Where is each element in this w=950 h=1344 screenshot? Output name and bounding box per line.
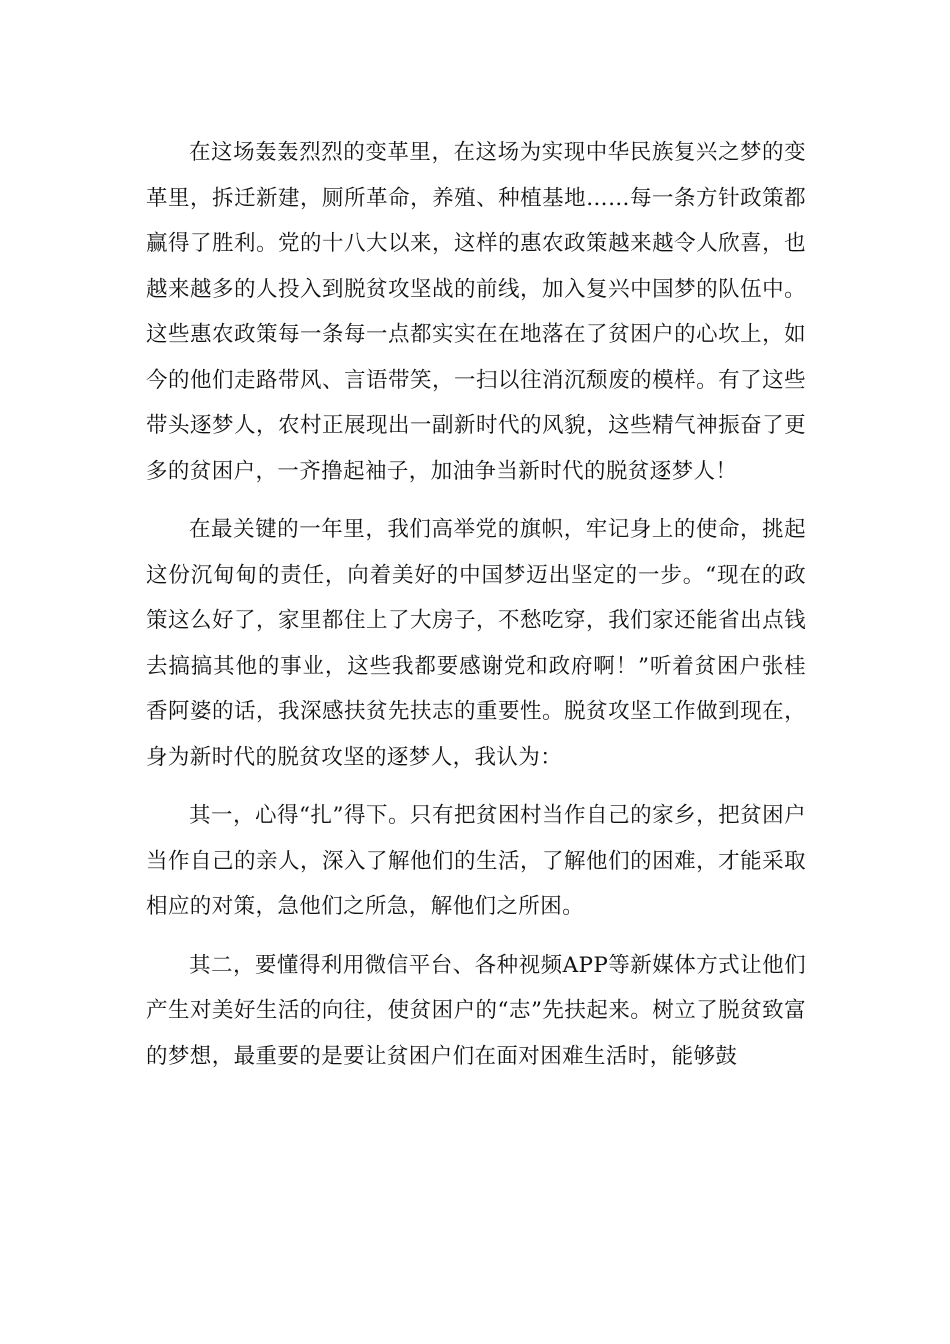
paragraph-4: 其二，要懂得利用微信平台、各种视频APP等新媒体方式让他们产生对美好生活的向往，使贫困户的“志”先扶起来。树立了脱贫致富的梦想，最重要的是要让贫困户们在面对困难生活时，能够鼓: [146, 952, 806, 1069]
document-body: [146, 130, 806, 1079]
paragraph-2: 在最关键的一年里，我们高举党的旗帜，牢记身上的使命，挑起这份沉甸甸的责任，向着美好的中国梦迈出坚定的一步。“现在的政策这么好了，家里都住上了大房子，不愁吃穿，我们家还能省出点钱去搞搞其他的事业，这些我都要感谢党和政府啊！”听着贫困户张桂香阿婆的话，我深感扶贫先扶志的重要性。脱贫攻坚工作做到现在，身为新时代的脱贫攻坚的逐梦人，我认为：: [146, 517, 806, 770]
paragraph-1: 在这场轰轰烈烈的变革里，在这场为实现中华民族复兴之梦的变革里，拆迁新建，厕所革命，养殖、种植基地……每一条方针政策都赢得了胜利。党的十八大以来，这样的惠农政策越来越令人欣喜，也越来越多的人投入到脱贫攻坚战的前线，加入复兴中国梦的队伍中。这些惠农政策每一条每一点都实实在在地落在了贫困户的心坎上，如今的他们走路带风、言语带笑，一扫以往消沉颓废的模样。有了这些带头逐梦人，农村正展现出一副新时代的风貌，这些精气神振奋了更多的贫困户，一齐撸起袖子，加油争当新时代的脱贫逐梦人！: [146, 140, 806, 484]
paragraph-3: 其一，心得“扎”得下。只有把贫困村当作自己的家乡，把贫困户当作自己的亲人，深入了解他们的生活，了解他们的困难，才能采取相应的对策，急他们之所急，解他们之所困。: [146, 803, 806, 919]
